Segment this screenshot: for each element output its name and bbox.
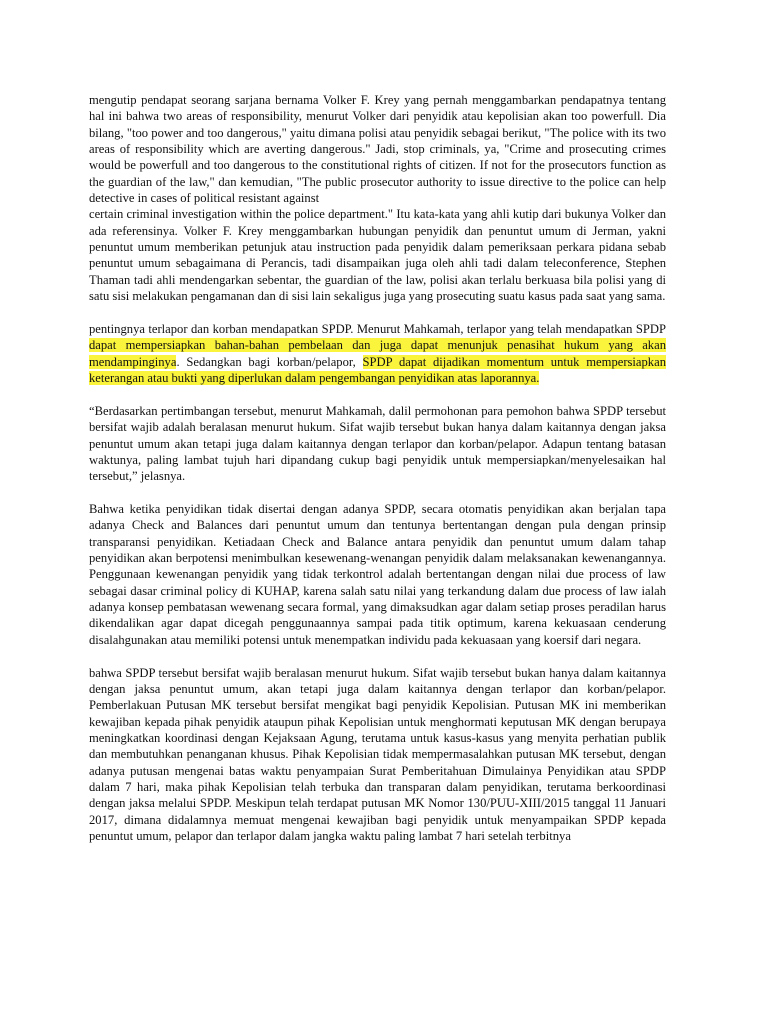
- paragraph-gap: [89, 386, 666, 403]
- paragraph-volker-krey-part-a: mengutip pendapat seorang sarjana bernama Volker F. Krey yang pernah menggambarkan pendapatnya tentang hal ini bahwa two areas of responsibility, menurut Volker dari penyidik atau kepolisian akan too powerfull. Dia bilang, "too power and too dangerous," yaitu dimana polisi atau penyidik sebagai berikut, "The police with its two areas of responsibility which are averting dangerous." Jadi, stop criminals, ya, "Crime and prosecuting crimes would be powerfull and too dangerous to the constitutional rights of citizen. If not for the prosecutors function as the guardian of the law," dan kemudian, "The public prosecutor authority to issue directive to the police can help detective in cases of political resistant against: [89, 93, 666, 206]
- paragraph-gap: [89, 648, 666, 665]
- paragraph-spdp-importance: [89, 321, 666, 386]
- paragraph-court-quote: “Berdasarkan pertimbangan tersebut, menurut Mahkamah, dalil permohonan para pemohon bahwa SPDP tersebut bersifat wajib adalah beralasan menurut hukum. Sifat wajib tersebut bukan hanya dalam kaitannya dengan jaksa penuntut umum akan tetapi juga dalam kaitannya dengan terlapor dan korban/pelapor. Adapun tentang batasan waktunya, paling lambat tujuh hari dipandang cukup bagi penyidik untuk mempersiapkan/menyelesaikan hal tersebut,” jelasnya.: [89, 403, 666, 484]
- spdp-text-2: . Sedangkan bagi korban/pelapor,: [176, 354, 363, 369]
- paragraph-check-and-balances: Bahwa ketika penyidikan tidak disertai dengan adanya SPDP, secara otomatis penyidikan akan berjalan tapa adanya Check and Balances dari penuntut umum dan tentunya bertentangan dengan pula dengan prinsip transparansi penyidikan. Ketiadaan Check and Balance antara penyidik dan penuntut umum dalam tahap penyidikan akan berpotensi menimbulkan kesewenang-wenangan penyidik dalam melaksanakan kewenangannya. Penggunaan kewenangan penyidik yang tidak terkontrol adalah bertentangan dengan nilai due process of law sebagai dasar criminal policy di KUHAP, karena salah satu nilai yang terkandung dalam due process of law ialah adanya konsep pembatasan wewenang secara formal, yang dimaksudkan agar dalam setiap proses peradilan harus dikendalikan agar dapat dicegah penggunaannya sampai pada titik optimum, karena kekuasaan cenderung disalahgunakan atau memiliki potensi untuk menempatkan individu pada kekuasaan yang koersif dari negara.: [89, 502, 666, 647]
- spdp-text-1: pentingnya terlapor dan korban mendapatkan SPDP. Menurut Mahkamah, terlapor yang telah mendapatkan SPDP: [89, 321, 666, 336]
- paragraph-gap: [89, 485, 666, 502]
- highlighted-text-momentum: SPDP dapat dijadikan momentum untuk mempersiapkan keterangan atau bukti yang diperlukan dalam pengembangan penyidikan atas laporannya.: [89, 354, 666, 385]
- paragraph-volker-krey-part-b: certain criminal investigation within the police department." Itu kata-kata yang ahli kutip dari bukunya Volker dan ada referensinya. Volker F. Krey menggambarkan hubungan penyidik dan penuntut umum di Jerman, yakni penuntut umum memberikan petunjuk atau instruction pada penyidik dalam pemeriksaan perkara pidana sebab penuntut umum sebagaimana di Perancis, tadi disampaikan juga oleh ahli tadi dalam teleconference, Stephen Thaman tadi ahli mendengarkan sebentar, the guardian of the law, polisi akan terlalu berkuasa bila polisi yang di satu sisi melakukan pengamanan dan di sisi lain sekaligus juga yang prosecuting suatu kasus pada saat yang sama.: [89, 207, 666, 304]
- document-page: [89, 92, 666, 844]
- paragraph-spdp-obligation: bahwa SPDP tersebut bersifat wajib beralasan menurut hukum. Sifat wajib tersebut bukan hanya dalam kaitannya dengan jaksa penuntut umum, akan tetapi juga dalam kaitannya dengan terlapor dan korban/pelapor. Pemberlakuan Putusan MK tersebut bersifat mengikat bagi penyidik Kepolisian. Putusan MK ini memberikan kewajiban kepada pihak penyidik ataupun pihak Kepolisian untuk menghormati keputusan MK dengan berupaya meningkatkan koordinasi dengan Kejaksaan Agung, terutama untuk kasus-kasus yang menyita perhatian publik dan membutuhkan penanganan khusus. Pihak Kepolisian tidak mempermasalahkan putusan MK tersebut, dengan adanya putusan mengenai batas waktu penyampaian Surat Pemberitahuan Dimulainya Penyidikan atau SPDP dalam 7 hari, maka pihak Kepolisian telah terbuka dan transparan dalam penyidikan, terutama berkoordinasi dengan jaksa melalui SPDP. Meskipun telah terdapat putusan MK Nomor 130/PUU-XIII/2015 tanggal 11 Januari 2017, dimana didalamnya memuat mengenai kewajiban bagi penyidik untuk menyampaikan SPDP kepada penuntut umum, pelapor dan terlapor dalam jangka waktu paling lambat 7 hari setelah terbitnya: [89, 665, 666, 844]
- paragraph-gap: [89, 304, 666, 321]
- highlighted-text-defense: dapat mempersiapkan bahan-bahan pembelaan dan juga dapat menunjuk penasihat hukum yang akan mendampinginya: [89, 338, 666, 369]
